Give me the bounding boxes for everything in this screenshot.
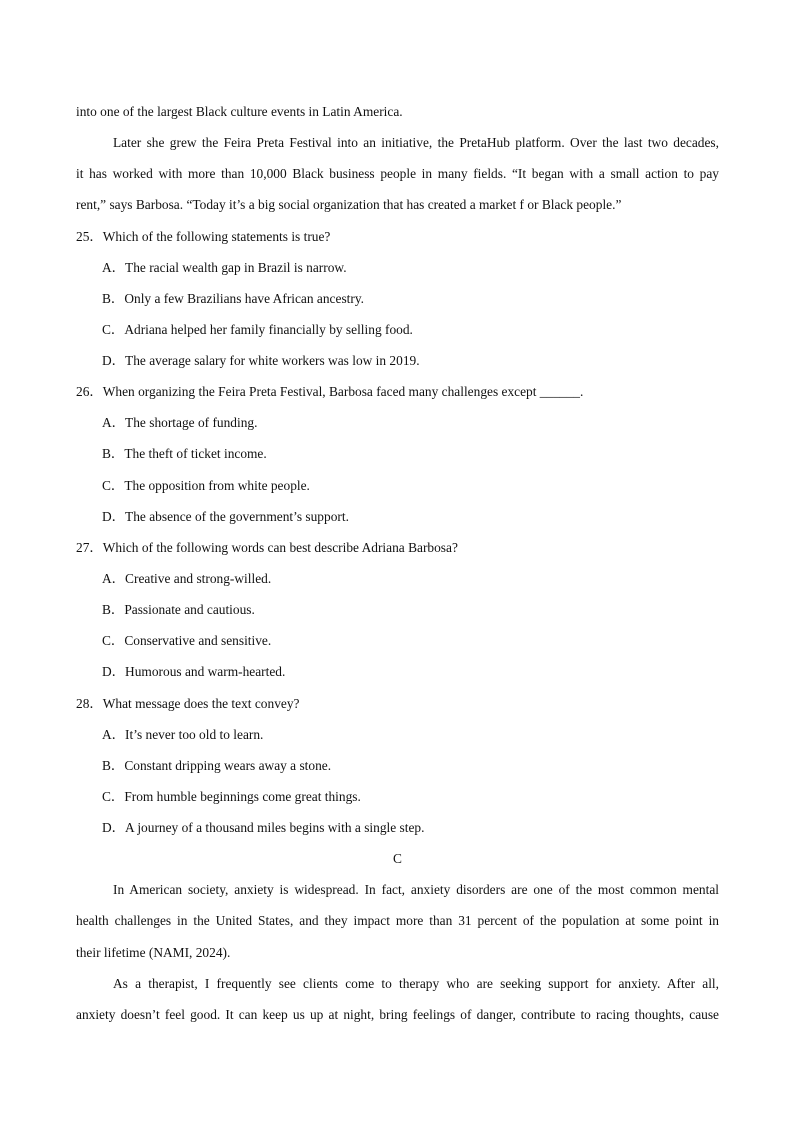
- passage-line: into one of the largest Black culture events in Latin America.: [76, 104, 403, 119]
- answer-option[interactable]: C．The opposition from white people.: [102, 478, 310, 493]
- answer-option[interactable]: A．Creative and strong-willed.: [102, 571, 272, 586]
- passage-line: health challenges in the United States, and they impact more than 31 percent of the population at some point in: [76, 913, 719, 928]
- section-heading: C: [393, 851, 402, 866]
- question-stem: 25．Which of the following statements is true?: [76, 229, 331, 244]
- answer-option[interactable]: B．The theft of ticket income.: [102, 446, 267, 461]
- answer-option[interactable]: B．Only a few Brazilians have African ancestry.: [102, 291, 365, 306]
- passage-line: anxiety doesn’t feel good. It can keep us up at night, bring feelings of danger, contribute to racing thoughts, cause: [76, 1007, 719, 1022]
- question-stem: 28．What message does the text convey?: [76, 696, 300, 711]
- answer-option[interactable]: B．Constant dripping wears away a stone.: [102, 758, 332, 773]
- answer-option[interactable]: A．The shortage of funding.: [102, 415, 258, 430]
- answer-option[interactable]: B．Passionate and cautious.: [102, 602, 255, 617]
- answer-option[interactable]: D．Humorous and warm-hearted.: [102, 664, 286, 679]
- answer-option[interactable]: D．The average salary for white workers was low in 2019.: [102, 353, 420, 368]
- passage-line: As a therapist, I frequently see clients come to therapy who are seeking support for anxiety. After all,: [113, 976, 719, 991]
- passage-line: their lifetime (NAMI, 2024).: [76, 945, 231, 960]
- question-stem: 26．When organizing the Feira Preta Festival, Barbosa faced many challenges except ______.: [76, 384, 584, 399]
- answer-option[interactable]: C．Adriana helped her family financially by selling food.: [102, 322, 413, 337]
- passage-line: In American society, anxiety is widespread. In fact, anxiety disorders are one of the most common mental: [113, 882, 719, 897]
- answer-option[interactable]: A．The racial wealth gap in Brazil is narrow.: [102, 260, 347, 275]
- answer-option[interactable]: C．From humble beginnings come great things.: [102, 789, 361, 804]
- answer-option[interactable]: C．Conservative and sensitive.: [102, 633, 272, 648]
- answer-option[interactable]: D．A journey of a thousand miles begins with a single step.: [102, 820, 425, 835]
- passage-line: Later she grew the Feira Preta Festival into an initiative, the PretaHub platform. Over the last two decades,: [113, 135, 719, 150]
- question-stem: 27．Which of the following words can best describe Adriana Barbosa?: [76, 540, 458, 555]
- answer-option[interactable]: D．The absence of the government’s support.: [102, 509, 349, 524]
- passage-line: rent,” says Barbosa. “Today it’s a big social organization that has created a market f or Black people.”: [76, 197, 622, 212]
- passage-line: it has worked with more than 10,000 Black business people in many fields. “It began with a small action to pay: [76, 166, 719, 181]
- answer-option[interactable]: A．It’s never too old to learn.: [102, 727, 264, 742]
